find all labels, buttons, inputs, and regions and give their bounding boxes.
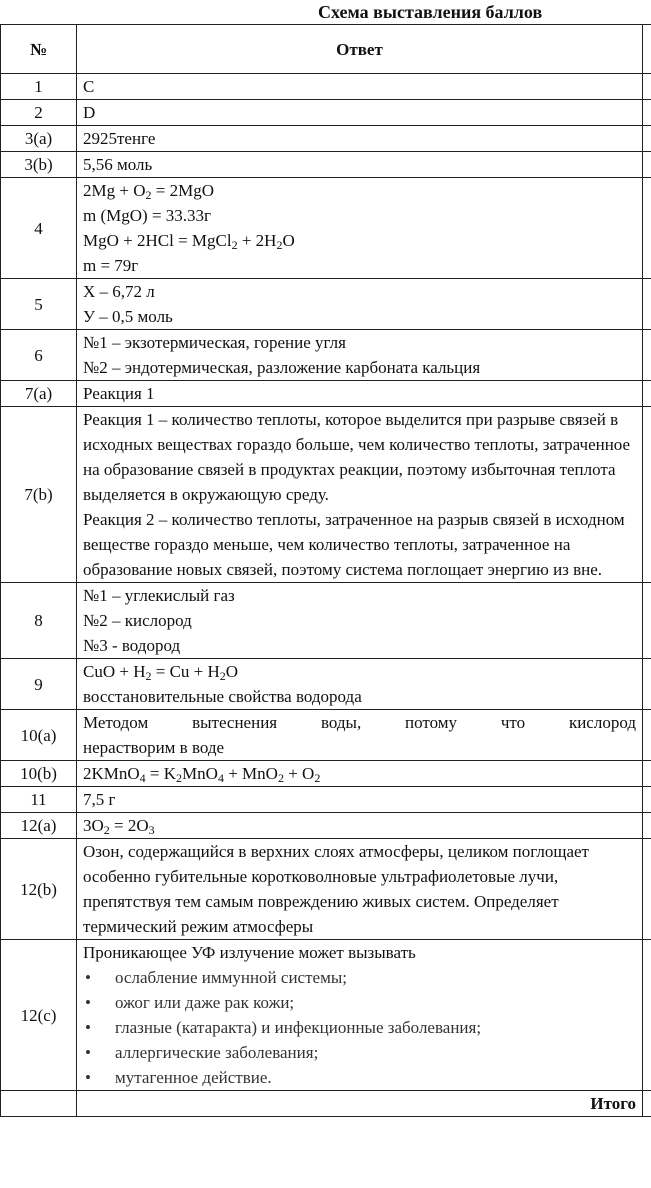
equation: 2KMnO$_4$ = $K_2MnO_4 + MnO_2 + O_2$ bbox=[83, 764, 321, 785]
table-row bbox=[1, 583, 651, 659]
table-row bbox=[1, 659, 651, 710]
row-number: 5 bbox=[1, 279, 77, 330]
row-answer: Реакция 1 bbox=[77, 381, 643, 407]
equation: $2Mg + O_2 = 2MgO$ bbox=[83, 181, 214, 202]
table-row bbox=[1, 126, 651, 152]
row-answer: 2925тенге bbox=[77, 126, 643, 152]
row-number: 3(b) bbox=[1, 152, 77, 178]
row-number: 12(b) bbox=[1, 839, 77, 940]
table-row bbox=[1, 761, 651, 787]
row-number: 1 bbox=[1, 74, 77, 100]
list-item: • глазные (катаракта) и инфекционные заболевания; bbox=[83, 1015, 636, 1040]
row-number: 10(b) bbox=[1, 761, 77, 787]
row-number: 12(c) bbox=[1, 940, 77, 1091]
row-number: 12(a) bbox=[1, 813, 77, 839]
table-header-row bbox=[1, 25, 651, 74]
row-number: 3(a) bbox=[1, 126, 77, 152]
row-number: 9 bbox=[1, 659, 77, 710]
table-row bbox=[1, 152, 651, 178]
row-answer: Х – 6,72 л У – 0,5 моль bbox=[77, 279, 643, 330]
table-row bbox=[1, 710, 651, 761]
table-row bbox=[1, 279, 651, 330]
row-answer: №1 – углекислый газ №2 – кислород №3 - водород bbox=[77, 583, 643, 659]
table-row bbox=[1, 407, 651, 583]
row-answer bbox=[77, 761, 643, 787]
row-answer: Проникающее УФ излучение может вызывать • ослабление иммунной системы; • ожог или даже рак кожи; • глазные (катаракта) и инфекционные заболевания; • аллергические заболевания; • мутагенное действие. bbox=[77, 940, 643, 1091]
row-answer bbox=[77, 813, 643, 839]
row-answer: Методом вытеснения воды, потому что кислород нерастворим в воде bbox=[77, 710, 643, 761]
row-answer: D bbox=[77, 100, 643, 126]
row-answer: C bbox=[77, 74, 643, 100]
row-number: 8 bbox=[1, 583, 77, 659]
list-item: • ослабление иммунной системы; bbox=[83, 965, 636, 990]
table-row bbox=[1, 839, 651, 940]
equation: CuO + $H_2 = Cu + H_2O$ bbox=[83, 662, 239, 683]
row-answer: №1 – экзотермическая, горение угля №2 – эндотермическая, разложение карбоната кальция bbox=[77, 330, 643, 381]
row-number: 6 bbox=[1, 330, 77, 381]
table-row bbox=[1, 940, 651, 1091]
row-number: 2 bbox=[1, 100, 77, 126]
equation: MgO + 2HCl = MgCl$_2$ + $2H_2O$ bbox=[83, 231, 295, 252]
row-answer: 5,56 моль bbox=[77, 152, 643, 178]
table-row bbox=[1, 74, 651, 100]
table-row bbox=[1, 381, 651, 407]
page-title: Схема выставления баллов bbox=[318, 2, 543, 22]
row-number: 7(b) bbox=[1, 407, 77, 583]
list-item: • ожог или даже рак кожи; bbox=[83, 990, 636, 1015]
answer-table bbox=[0, 24, 651, 1117]
header-number: № bbox=[1, 25, 77, 74]
row-number: 10(a) bbox=[1, 710, 77, 761]
table-row bbox=[1, 178, 651, 279]
row-answer: CuO + $H_2 = Cu + H_2O$ восстановительные свойства водорода bbox=[77, 659, 643, 710]
row-answer: 7,5 г bbox=[77, 787, 643, 813]
table-row bbox=[1, 100, 651, 126]
total-row bbox=[1, 1091, 651, 1117]
row-number: 11 bbox=[1, 787, 77, 813]
row-number: 7(a) bbox=[1, 381, 77, 407]
total-label: Итого bbox=[77, 1091, 643, 1117]
table-row bbox=[1, 813, 651, 839]
row-number: 4 bbox=[1, 178, 77, 279]
table-row bbox=[1, 787, 651, 813]
list-item: • мутагенное действие. bbox=[83, 1065, 636, 1090]
list-item: • аллергические заболевания; bbox=[83, 1040, 636, 1065]
row-answer: Озон, содержащийся в верхних слоях атмосферы, целиком поглощает особенно губительные коротковолновые ультрафиолетовые лучи, препятствуя тем самым повреждению живых систем. Определяет термический режим атмосферы bbox=[77, 839, 643, 940]
bullet-list bbox=[83, 965, 636, 1090]
row-answer: $2Mg + O_2 = 2MgO$ m (MgO) = 33.33г MgO + 2HCl = MgCl$_2$ + $2H_2O$ m = 79г bbox=[77, 178, 643, 279]
table-row bbox=[1, 330, 651, 381]
equation: $3O_2 = 2O_3$ bbox=[83, 816, 155, 837]
header-answer: Ответ bbox=[77, 25, 643, 74]
row-answer: Реакция 1 – количество теплоты, которое выделится при разрыве связей в исходных веществах гораздо больше, чем количество теплоты, затраченное на образование связей в продуктах реакции, поэтому избыточная теплота выделяется в окружающую среду. Реакция 2 – количество теплоты, затраченное на разрыв связей в исходном веществе гораздо меньше, чем количество теплоты, затраченное на образование новых связей, поэтому система поглощает энергию из вне. bbox=[77, 407, 643, 583]
